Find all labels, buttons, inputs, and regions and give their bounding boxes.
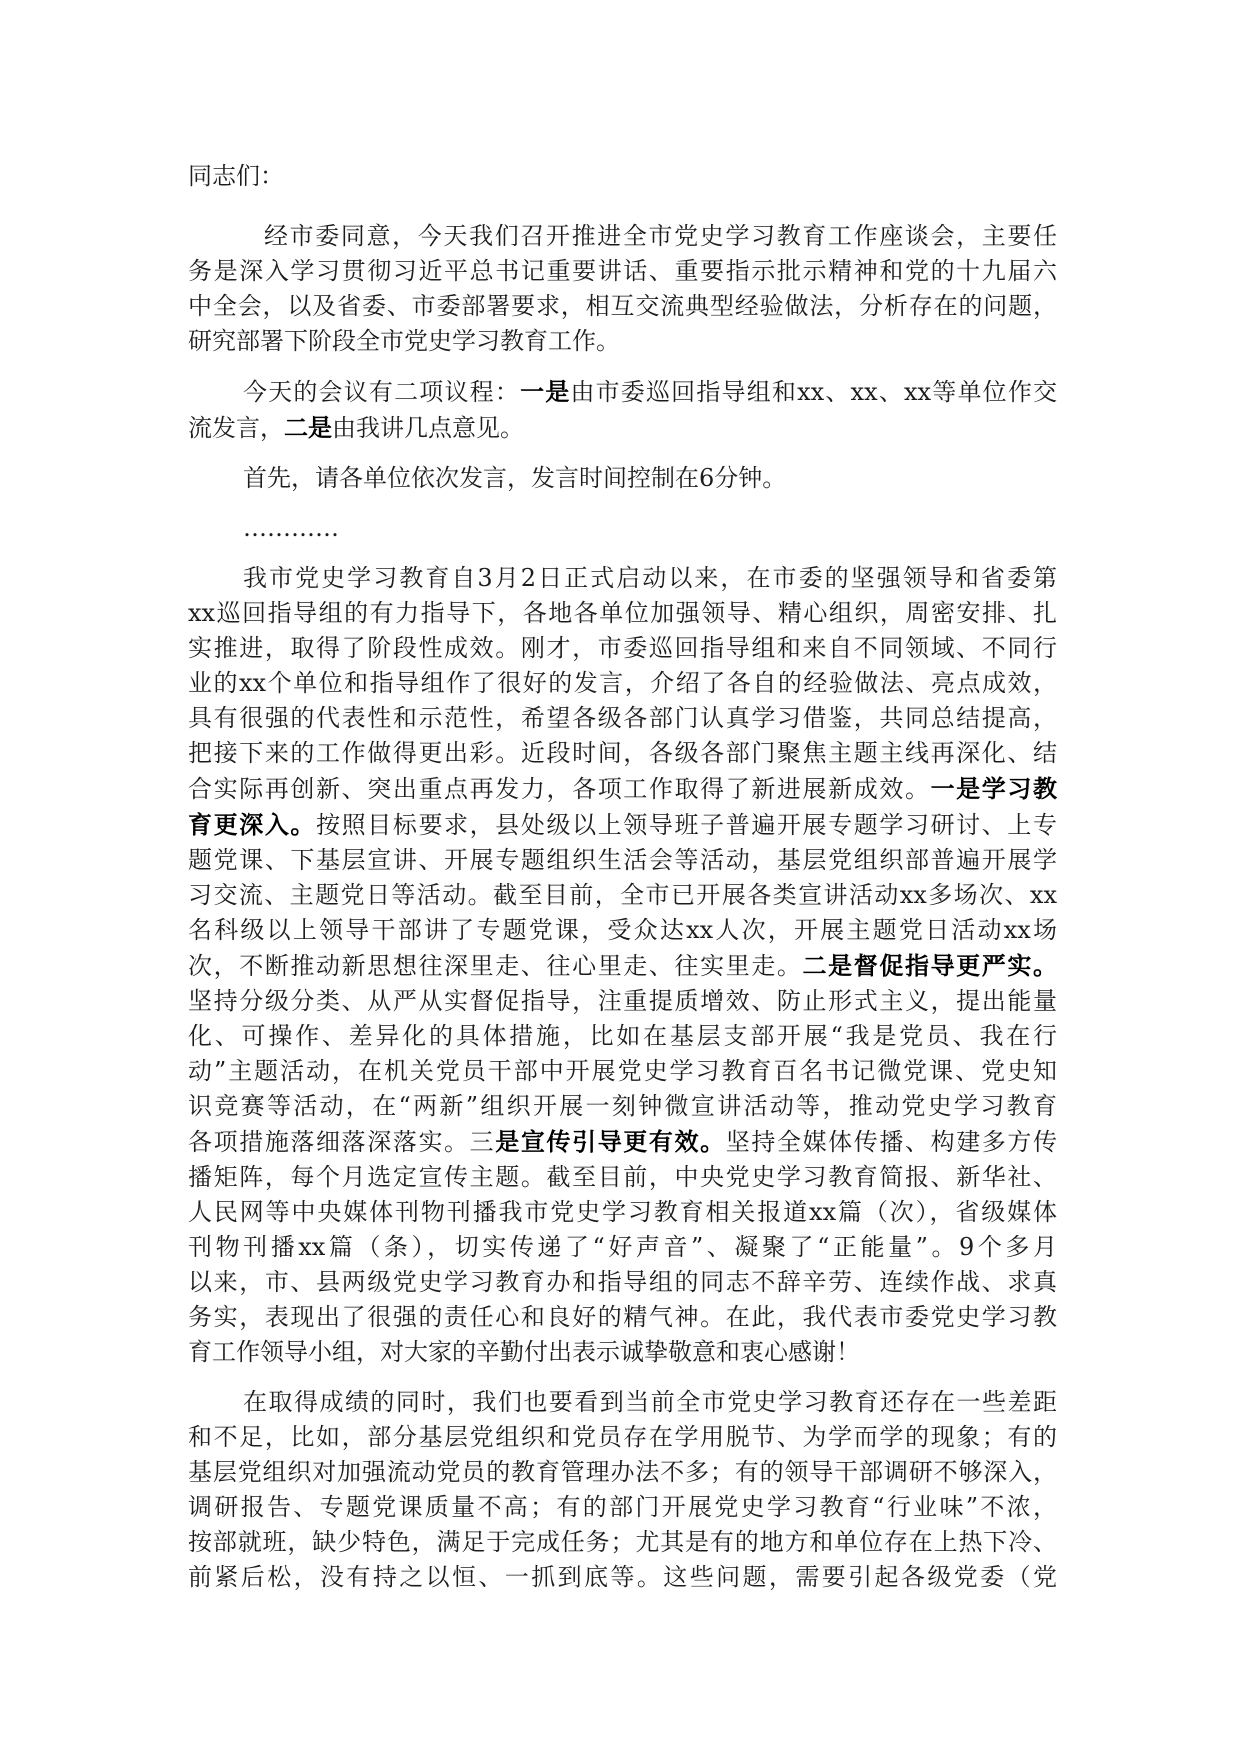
text-run: 由市委巡回指导组和xx、xx、xx等单位作交: [570, 378, 1058, 406]
text-line: 以来，市、县两级党史学习教育办和指导组的同志不辞辛劳、连续作战、求真: [188, 1268, 1057, 1296]
text-line: 播矩阵，每个月选定宣传主题。截至目前，中央党史学习教育简报、新华社、: [188, 1163, 1057, 1191]
paragraph: [188, 219, 1057, 359]
text-line: 我市党史学习教育自3月2日正式启动以来，在市委的坚强领导和省委第: [243, 564, 1057, 592]
salutation: 同志们：: [188, 162, 284, 190]
text-run: 由我讲几点意见。: [332, 414, 524, 442]
text-line: [188, 374, 1057, 410]
text-line: 动”主题活动，在机关党员干部中开展党史学习教育百名书记微党课、党史知: [188, 1057, 1057, 1085]
text-line: 名科级以上领导干部讲了专题党课，受众达xx人次，开展主题党日活动xx场: [188, 916, 1057, 944]
text-line: 调研报告、专题党课质量不高；有的部门开展党史学习教育“行业味”不浓，: [188, 1493, 1057, 1521]
emphasis-text: 一是: [520, 377, 571, 406]
text-line: 经市委同意，今天我们召开推进全市党史学习教育工作座谈会，主要任: [264, 222, 1057, 250]
text-line: 坚持分级分类、从严从实督促指导，注重提质增效、防止形式主义，提出能量: [188, 987, 1057, 1015]
text-line: [188, 771, 1057, 807]
text-line: 务实，表现出了很强的责任心和良好的精气神。在此，我代表市委党史学习教: [188, 1303, 1057, 1331]
emphasis-text: 一是学习教: [930, 774, 1058, 803]
text-line: [188, 807, 1057, 843]
document-body: [188, 159, 1057, 1610]
text-run: 今天的会议有二项议程：: [243, 378, 521, 406]
text-line: 中全会，以及省委、市委部署要求，相互交流典型经验做法，分析存在的问题，: [188, 292, 1057, 320]
ellipsis-paragraph: [188, 511, 1057, 546]
text-line: xx巡回指导组的有力指导下，各地各单位加强领导、精心组织，周密安排、扎: [188, 599, 1057, 627]
text-line: 按部就班，缺少特色，满足于完成任务；尤其是有的地方和单位存在上热下冷、: [188, 1528, 1057, 1556]
text-line: 基层党组织对加强流动党员的教育管理办法不多；有的领导干部调研不够深入，: [188, 1458, 1057, 1486]
paragraph: [188, 461, 1057, 496]
text-line: 首先，请各单位依次发言，发言时间控制在6分钟。: [243, 464, 787, 492]
text-line: 识竞赛等活动，在“两新”组织开展一刻钟微宣讲活动等，推动党史学习教育: [188, 1092, 1057, 1120]
text-line: 业的xx个单位和指导组作了很好的发言，介绍了各自的经验做法、亮点成效，: [188, 669, 1057, 697]
text-line: 务是深入学习贯彻习近平总书记重要讲话、重要指示批示精神和党的十九届六: [188, 257, 1057, 285]
text-line: 习交流、主题党日等活动。截至目前，全市已开展各类宣讲活动xx多场次、xx: [188, 881, 1057, 909]
text-line: 前紧后松，没有持之以恒、一抓到底等。这些问题，需要引起各级党委（党: [188, 1563, 1057, 1591]
emphasis-text: 育更深入。: [188, 810, 317, 839]
paragraph: [188, 1385, 1057, 1595]
text-line: 和不足，比如，部分基层党组织和党员存在学用脱节、为学而学的现象；有的: [188, 1423, 1057, 1451]
emphasis-text: 二是: [284, 413, 332, 442]
text-line: 实推进，取得了阶段性成效。刚才，市委巡回指导组和来自不同领域、不同行: [188, 634, 1057, 662]
text-line: 把接下来的工作做得更出彩。近段时间，各级各部门聚焦主题主线再深化、结: [188, 739, 1057, 767]
text-line: [188, 1124, 1057, 1160]
text-line: [188, 948, 1057, 984]
text-line: 具有很强的代表性和示范性，希望各级各部门认真学习借鉴，共同总结提高，: [188, 704, 1057, 732]
text-line: 题党课、下基层宣讲、开展专题组织生活会等活动，基层党组织部普遍开展学: [188, 846, 1057, 874]
text-line: 育工作领导小组，对大家的辛勤付出表示诚挚敬意和衷心感谢！: [188, 1338, 860, 1366]
emphasis-text: 二是督促指导更严实。: [802, 951, 1058, 980]
ellipsis-line: …………: [243, 514, 339, 542]
text-run: 次，不断推动新思想往深里走、往心里走、往实里走。: [188, 952, 803, 980]
text-line: 人民网等中央媒体刊物刊播我市党史学习教育相关报道xx篇（次），省级媒体: [188, 1198, 1057, 1226]
text-run: 按照目标要求，县处级以上领导班子普遍开展专题学习研讨、上专: [316, 811, 1057, 839]
paragraph: [188, 374, 1057, 446]
paragraph: [188, 561, 1057, 1370]
text-line: 刊物刊播xx篇（条），切实传递了“好声音”、凝聚了“正能量”。9个多月: [188, 1233, 1057, 1261]
text-line: [188, 410, 1057, 446]
text-run: 坚持全媒体传播、构建多方传: [725, 1128, 1058, 1156]
text-run: 合实际再创新、突出重点再发力，各项工作取得了新进展新成效。: [188, 775, 931, 803]
emphasis-text: 是宣传引导更有效。: [495, 1127, 726, 1156]
text-line: 化、可操作、差异化的具体措施，比如在基层支部开展“我是党员、我在行: [188, 1022, 1057, 1050]
text-run: 流发言，: [188, 414, 284, 442]
text-run: 各项措施落细落深落实。三: [188, 1128, 496, 1156]
text-line: 在取得成绩的同时，我们也要看到当前全市党史学习教育还存在一些差距: [243, 1388, 1057, 1416]
text-line: 研究部署下阶段全市党史学习教育工作。: [188, 327, 620, 355]
